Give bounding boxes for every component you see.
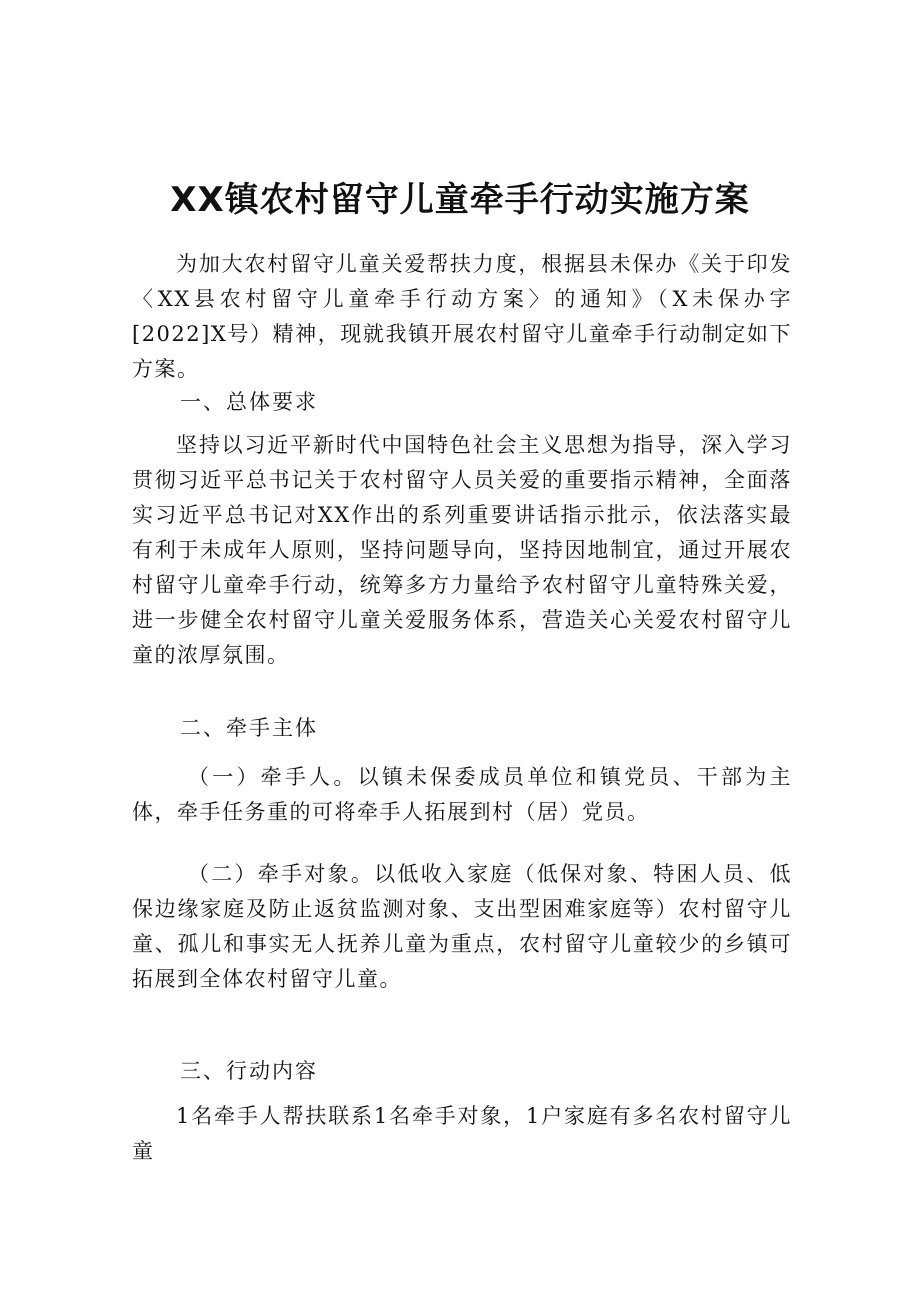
participants-item-targets: （二）牵手对象。以低收入家庭（低保对象、特困人员、低保边缘家庭及防止返贫监测对象、支出型困难家庭等）农村留守儿童、孤儿和事实无人抚养儿童为重点，农村留守儿童较少的乡镇可拓展到全体农村留守儿童。 <box>132 862 792 991</box>
participants-item-helpers: （一）牵手人。以镇未保委成员单位和镇党员、干部为主体，牵手任务重的可将牵手人拓展到村（居）党员。 <box>132 765 792 824</box>
section-general-requirements-body: 坚持以习近平新时代中国特色社会主义思想为指导，深入学习贯彻习近平总书记关于农村留守人员关爱的重要指示精神，全面落实习近平总书记对XX作出的系列重要讲话指示批示，依法落实最有利于未成年人原则，坚持问题导向，坚持因地制宜，通过开展农村留守儿童牵手行动，统筹多方力量给予农村留守儿童特殊关爱，进一步健全农村留守儿童关爱服务体系，营造关心关爱农村留守儿童的浓厚氛围。 <box>132 433 792 667</box>
section-heading-action-content: 三、行动内容 <box>180 1059 318 1083</box>
document-title: XX镇农村留守儿童牵手行动实施方案 <box>170 180 750 220</box>
intro-paragraph: 为加大农村留守儿童关爱帮扶力度，根据县未保办《关于印发〈XX县农村留守儿童牵手行动方案〉的通知》（X未保办字[2022]X号）精神，现就我镇开展农村留守儿童牵手行动制定如下方案。 <box>132 252 792 381</box>
section-heading-participants: 二、牵手主体 <box>180 716 318 740</box>
action-content-body: 1名牵手人帮扶联系1名牵手对象，1户家庭有多名农村留守儿童 <box>132 1104 792 1163</box>
section-heading-general-requirements: 一、总体要求 <box>180 390 318 414</box>
